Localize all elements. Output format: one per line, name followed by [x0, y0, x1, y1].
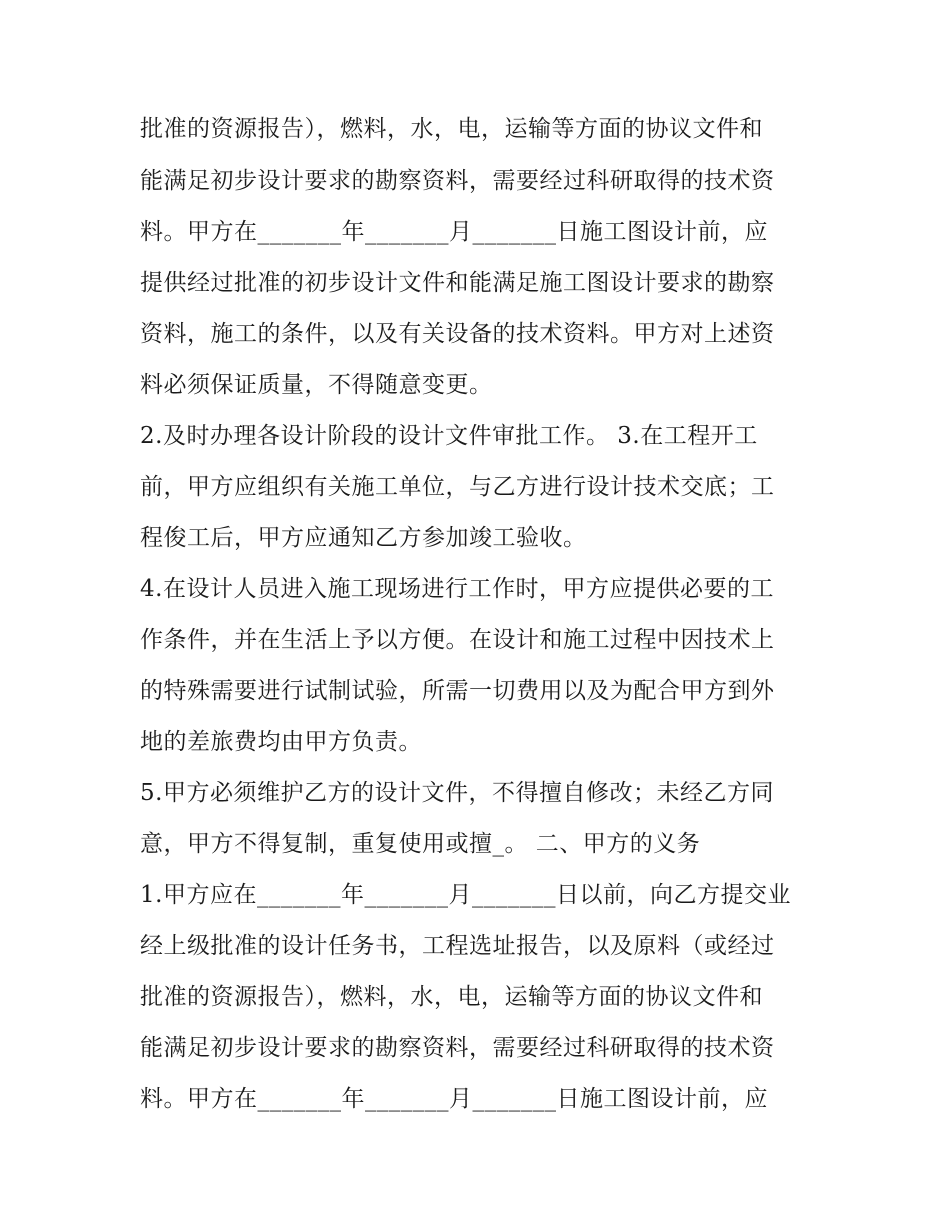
- text-line: 程俊工后，甲方应通知乙方参加竣工验收。: [140, 525, 587, 551]
- text-line: 作条件，并在生活上予以方便。在设计和施工过程中因技术上: [140, 627, 775, 653]
- text-line: 地的差旅费均由甲方负责。: [140, 729, 422, 755]
- text-line: 资料，施工的条件，以及有关设备的技术资料。甲方对上述资: [140, 321, 775, 347]
- text-line: 4.在设计人员进入施工现场进行工作时，甲方应提供必要的工: [140, 576, 774, 602]
- text-line: 料。甲方在_______年_______月_______日施工图设计前，应: [140, 1086, 768, 1112]
- text-line: 批准的资源报告），燃料，水，电，运输等方面的协议文件和: [140, 984, 763, 1010]
- text-line: 5.甲方必须维护乙方的设计文件，不得擅自修改；未经乙方同: [140, 780, 774, 806]
- text-line: 的特殊需要进行试制试验，所需一切费用以及为配合甲方到外: [140, 678, 775, 704]
- text-line: 批准的资源报告），燃料，水，电，运输等方面的协议文件和: [140, 116, 763, 142]
- text-line: 经上级批准的设计任务书，工程选址报告，以及原料（或经过: [140, 933, 775, 959]
- text-line: 料必须保证质量，不得随意变更。: [140, 372, 493, 398]
- text-line: 料。甲方在_______年_______月_______日施工图设计前，应: [140, 219, 768, 245]
- text-line: 2.及时办理各设计阶段的设计文件审批工作。 3.在工程开工: [140, 423, 758, 449]
- text-line: 提供经过批准的初步设计文件和能满足施工图设计要求的勘察: [140, 270, 775, 296]
- text-line: 1.甲方应在_______年_______月_______日以前，向乙方提交业: [140, 882, 791, 908]
- text-line: 能满足初步设计要求的勘察资料，需要经过科研取得的技术资: [140, 168, 775, 194]
- text-line: 意，甲方不得复制，重复使用或擅_。 二、甲方的义务: [140, 831, 701, 857]
- text-line: 前，甲方应组织有关施工单位，与乙方进行设计技术交底；工: [140, 474, 775, 500]
- text-line: 能满足初步设计要求的勘察资料，需要经过科研取得的技术资: [140, 1035, 775, 1061]
